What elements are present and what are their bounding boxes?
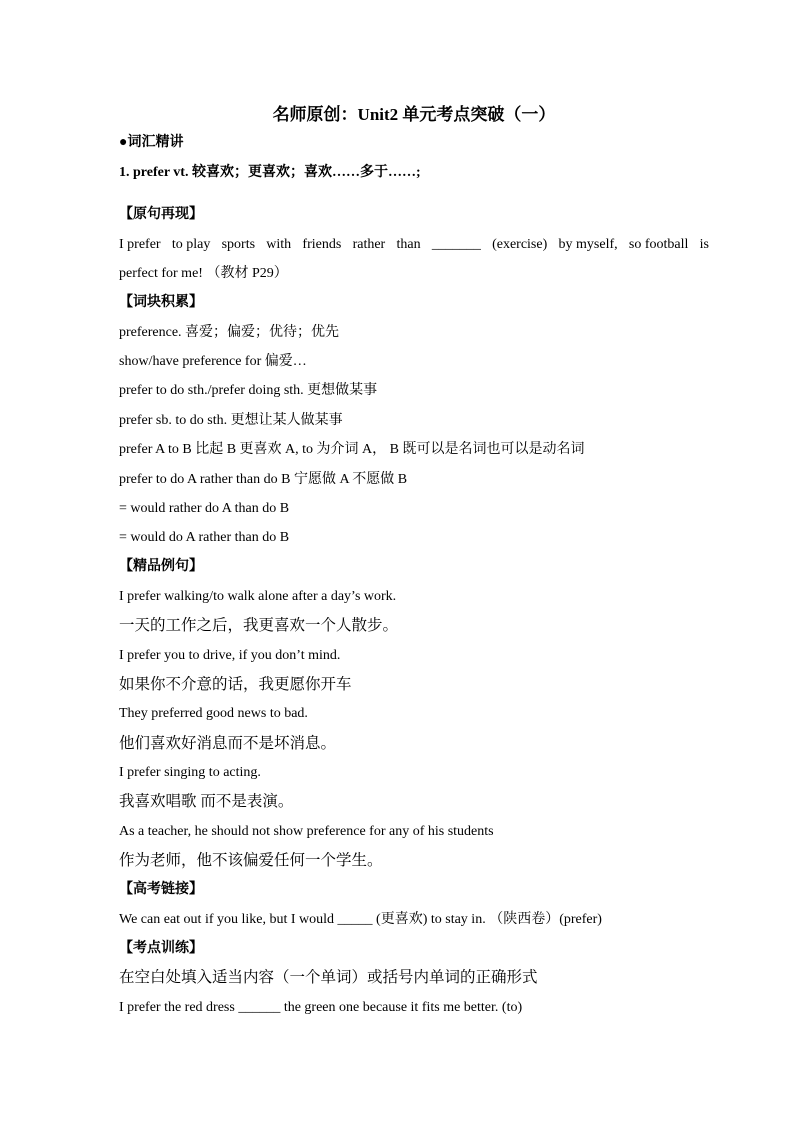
word: by myself, <box>558 237 618 252</box>
word: is <box>699 237 709 252</box>
chunk-line: preference. 喜爱；偏爱；优待；优先 <box>119 325 340 340</box>
chunk-line: = would do A rather than do B <box>119 530 290 545</box>
example-chinese: 他们喜欢好消息而不是坏消息。 <box>119 735 337 752</box>
word: to play <box>171 237 211 252</box>
example-english: As a teacher, he should not show preference for any of his students <box>119 824 494 839</box>
heading-gaokao-link: 【高考链接】 <box>119 882 203 897</box>
word: I prefer <box>119 237 161 252</box>
heading-word-chunks: 【词块积累】 <box>119 295 203 310</box>
chunk-line: prefer A to B 比起 B 更喜欢 A, to 为介词 A， B 既可以是名词也可以是动名词 <box>119 442 585 457</box>
answer-blank: _______ <box>431 237 481 252</box>
chunk-line: prefer to do A rather than do B 宁愿做 A 不愿做 B <box>119 472 408 487</box>
section-heading-vocabulary: ●词汇精讲 <box>119 135 184 150</box>
heading-example-sentences: 【精品例句】 <box>119 559 203 574</box>
original-sentence-line-1 <box>119 236 709 254</box>
chunk-line: prefer sb. to do sth. 更想让某人做某事 <box>119 413 343 428</box>
example-chinese: 作为老师，他不该偏爱任何一个学生。 <box>119 852 383 869</box>
page-title: 名师原创：Unit2 单元考点突破（一） <box>272 105 556 124</box>
example-english: I prefer singing to acting. <box>119 765 261 780</box>
practice-instruction: 在空白处填入适当内容（一个单词）或括号内单词的正确形式 <box>119 969 538 986</box>
chunk-line: prefer to do sth./prefer doing sth. 更想做某事 <box>119 383 378 398</box>
gaokao-question: We can eat out if you like, but I would _____ (更喜欢) to stay in. （陕西卷）(prefer) <box>119 912 602 927</box>
word: with <box>266 237 292 252</box>
example-chinese: 如果你不介意的话，我更愿你开车 <box>119 676 352 693</box>
example-english: I prefer you to drive, if you don’t mind. <box>119 648 341 663</box>
example-chinese: 我喜欢唱歌 而不是表演。 <box>119 793 294 810</box>
original-sentence-line-2: perfect for me! （教材 P29） <box>119 266 288 281</box>
example-english: I prefer walking/to walk alone after a day’s work. <box>119 589 397 604</box>
heading-original-sentence: 【原句再现】 <box>119 207 203 222</box>
word: rather <box>352 237 386 252</box>
word: sports <box>221 237 256 252</box>
word: than <box>396 237 421 252</box>
practice-question: I prefer the red dress ______ the green one because it fits me better. (to) <box>119 1000 523 1015</box>
vocab-entry-prefer: 1. prefer vt. 较喜欢；更喜欢；喜欢……多于……; <box>119 165 421 180</box>
chunk-line: show/have preference for 偏爱… <box>119 354 307 369</box>
word: (exercise) <box>492 237 548 252</box>
word: friends <box>302 237 342 252</box>
heading-practice: 【考点训练】 <box>119 941 203 956</box>
chunk-line: = would rather do A than do B <box>119 501 290 516</box>
example-chinese: 一天的工作之后，我更喜欢一个人散步。 <box>119 617 399 634</box>
example-english: They preferred good news to bad. <box>119 706 308 721</box>
word: so football <box>628 237 689 252</box>
